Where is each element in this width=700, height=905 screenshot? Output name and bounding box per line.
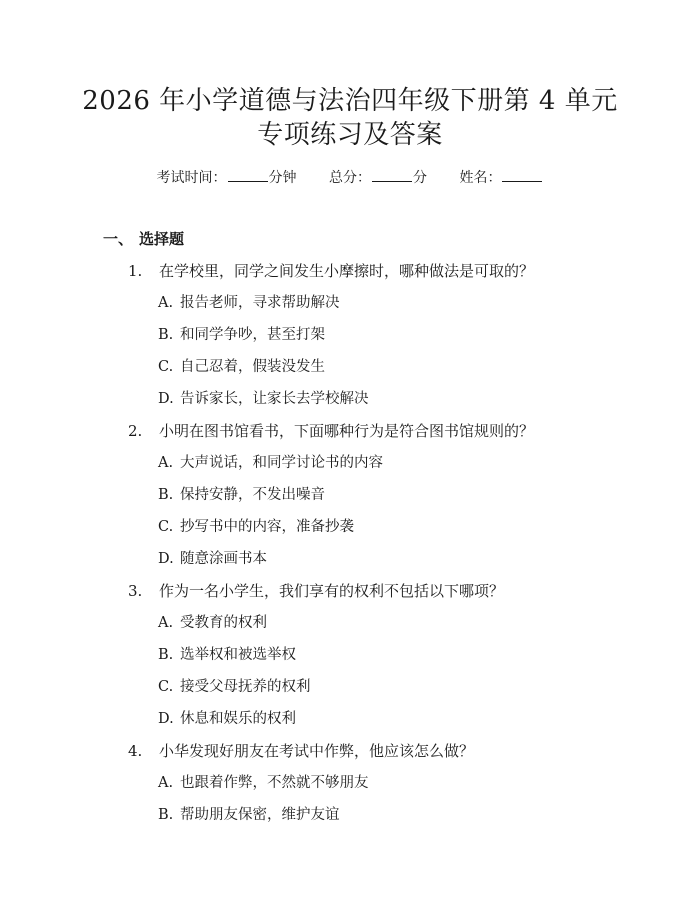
question-3-option-d <box>158 709 296 729</box>
option-text: 大声说话，和同学讨论书的内容 <box>180 455 383 471</box>
option-letter: A. <box>158 775 174 791</box>
option-letter: C. <box>158 679 174 695</box>
exam-time-label: 考试时间： <box>156 170 227 186</box>
option-letter: D. <box>158 391 174 407</box>
option-letter: C. <box>158 359 174 375</box>
question-number: 4. <box>128 742 143 760</box>
student-name-blank <box>502 169 542 182</box>
question-text: 小华发现好朋友在考试中作弊，他应该怎么做？ <box>159 742 475 760</box>
option-text: 报告老师，寻求帮助解决 <box>180 295 340 311</box>
page-title-line-1: 2026 年小学道德与法治四年级下册第 4 单元 <box>82 86 618 116</box>
question-2-option-c <box>158 517 354 537</box>
option-text: 帮助朋友保密，维护友谊 <box>180 807 340 823</box>
option-letter: B. <box>158 327 174 343</box>
option-letter: B. <box>158 807 174 823</box>
question-3-option-a <box>158 613 267 633</box>
exam-time-unit: 分钟 <box>268 170 297 186</box>
option-text: 受教育的权利 <box>180 615 267 631</box>
option-text: 告诉家长，让家长去学校解决 <box>180 391 369 407</box>
question-3 <box>128 581 504 601</box>
option-text: 和同学争吵，甚至打架 <box>180 327 325 343</box>
question-1 <box>128 261 534 281</box>
section-title: 选择题 <box>139 230 185 248</box>
exam-time-field <box>157 170 297 186</box>
option-text: 抄写书中的内容，准备抄袭 <box>180 519 354 535</box>
option-letter: A. <box>158 295 174 311</box>
option-text: 保持安静，不发出噪音 <box>180 487 325 503</box>
question-4 <box>128 741 474 761</box>
option-text: 接受父母抚养的权利 <box>180 679 311 695</box>
option-letter: B. <box>158 487 174 503</box>
exam-time-blank <box>228 169 268 182</box>
option-text: 休息和娱乐的权利 <box>180 711 296 727</box>
page-title-line-2: 专项练习及答案 <box>257 120 443 150</box>
student-name-field <box>459 170 543 186</box>
question-4-option-a <box>158 773 369 793</box>
question-1-option-c <box>158 357 325 377</box>
question-2-option-b <box>158 485 325 505</box>
option-letter: D. <box>158 711 174 727</box>
section-number: 一、 <box>103 230 134 248</box>
option-text: 自己忍着，假装没发生 <box>180 359 325 375</box>
total-score-field <box>329 170 427 186</box>
question-1-option-a <box>158 293 340 313</box>
exam-meta <box>0 168 700 188</box>
total-score-label: 总分： <box>329 170 371 186</box>
question-text: 在学校里，同学之间发生小摩擦时，哪种做法是可取的？ <box>159 262 535 280</box>
option-letter: C. <box>158 519 174 535</box>
question-number: 1. <box>128 262 143 280</box>
question-2-option-a <box>158 453 383 473</box>
question-text: 小明在图书馆看书，下面哪种行为是符合图书馆规则的？ <box>159 422 535 440</box>
question-3-option-b <box>158 645 296 665</box>
option-letter: A. <box>158 455 174 471</box>
total-score-blank <box>372 169 412 182</box>
total-score-unit: 分 <box>413 170 427 186</box>
section-heading <box>103 229 184 249</box>
question-2-option-d <box>158 549 267 569</box>
question-2 <box>128 421 534 441</box>
question-number: 3. <box>128 582 143 600</box>
question-number: 2. <box>128 422 143 440</box>
question-1-option-b <box>158 325 325 345</box>
question-4-option-b <box>158 805 340 825</box>
option-letter: D. <box>158 551 174 567</box>
question-text: 作为一名小学生，我们享有的权利不包括以下哪项？ <box>159 582 505 600</box>
option-text: 选举权和被选举权 <box>180 647 296 663</box>
option-text: 也跟着作弊，不然就不够朋友 <box>180 775 369 791</box>
question-1-option-d <box>158 389 369 409</box>
option-letter: B. <box>158 647 174 663</box>
student-name-label: 姓名： <box>459 170 502 186</box>
option-text: 随意涂画书本 <box>180 551 267 567</box>
option-letter: A. <box>158 615 174 631</box>
question-3-option-c <box>158 677 311 697</box>
